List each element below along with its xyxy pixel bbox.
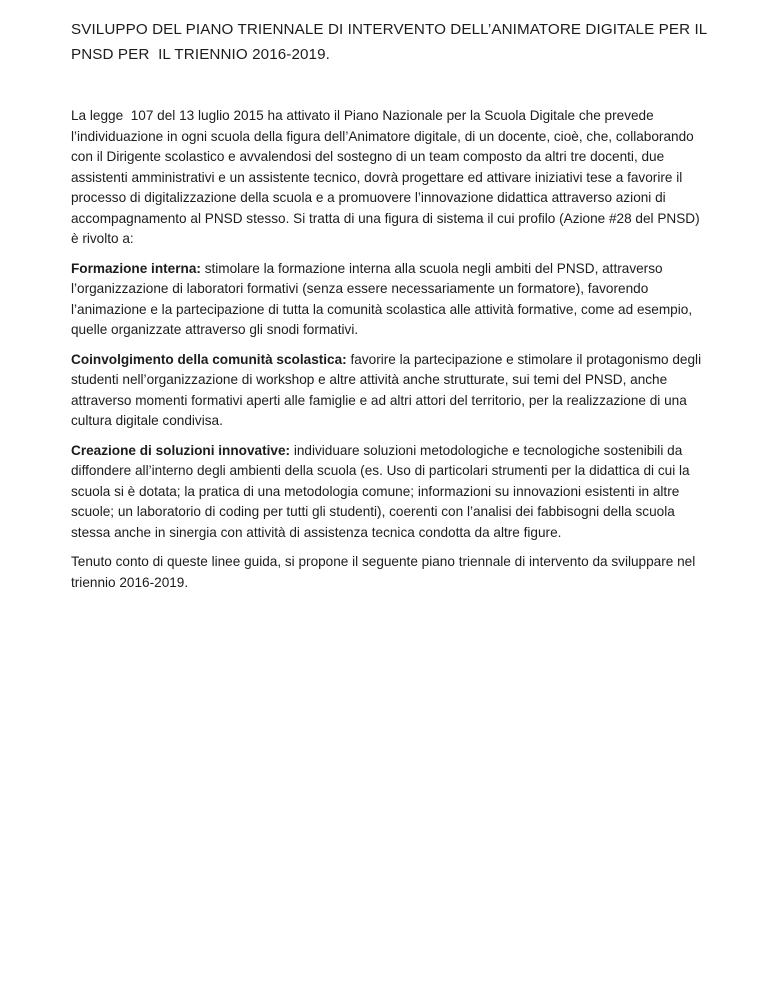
formazione-interna-text: stimolare la formazione interna alla scuola negli ambiti del PNSD, attraverso l’organizzazione di laboratori formativi (senza essere necessariamente un formatore), favorendo l’animazione e la partecipazione di tutta la comunità scolastica alle attività formative, come ad esempio, quelle organizzate attraverso gli snodi formativi. bbox=[71, 260, 696, 337]
conclusion-paragraph bbox=[71, 552, 703, 593]
formazione-interna-lead: Formazione interna: bbox=[71, 260, 201, 276]
coinvolgimento-comunita-text: favorire la partecipazione e stimolare il protagonismo degli studenti nell’organizzazione di workshop e altre attività anche strutturate, sui temi del PNSD, anche attraverso momenti formativi aperti alle famiglie e ad altri attori del territorio, per la realizzazione di una cultura digitale condivisa. bbox=[71, 351, 705, 428]
formazione-interna-paragraph bbox=[71, 259, 703, 341]
creazione-soluzioni-lead: Creazione di soluzioni innovative: bbox=[71, 442, 291, 458]
creazione-soluzioni-paragraph bbox=[71, 441, 703, 544]
creazione-soluzioni-text: individuare soluzioni metodologiche e tecnologiche sostenibili da diffondere all’interno degli ambienti della scuola (es. Uso di particolari strumenti per la didattica di cui la scuola si è dotata; la pratica di una metodologia comune; informazioni su innovazioni esistenti in altre scuole; un laboratorio di coding per tutti gli studenti), coerenti con l’analisi dei fabbisogni della scuola stessa anche in sinergia con attività di assistenza tecnica condotta da altre figure. bbox=[71, 442, 694, 540]
intro-paragraph bbox=[71, 106, 703, 250]
intro-paragraph-text: La legge 107 del 13 luglio 2015 ha attivato il Piano Nazionale per la Scuola Digitale che prevede l’individuazione in ogni scuola della figura dell’Animatore digitale, di un docente, cioè, che, collaborando con il Dirigente scolastico e avvalendosi del sostegno di un team composto da altri tre docenti, due assistenti amministrativi e un assistente tecnico, dovrà progettare ed attivare iniziativi tese a favorire il processo di digitalizzazione della scuola e a promuovere l’innovazione didattica attraverso azioni di accompagnamento al PNSD stesso. Si tratta di una figura di sistema il cui profilo (Azione #28 del PNSD) è rivolto a: bbox=[71, 108, 704, 246]
document-title: SVILUPPO DEL PIANO TRIENNALE DI INTERVENTO DELL’ANIMATORE DIGITALE PER IL PNSD PER IL TRIENNIO 2016-2019. bbox=[71, 21, 712, 63]
coinvolgimento-comunita-lead: Coinvolgimento della comunità scolastica: bbox=[71, 351, 347, 367]
coinvolgimento-comunita-paragraph bbox=[71, 350, 703, 432]
conclusion-paragraph-text: Tenuto conto di queste linee guida, si propone il seguente piano triennale di intervento da sviluppare nel triennio 2016-2019. bbox=[71, 554, 700, 590]
document-body bbox=[71, 106, 703, 593]
